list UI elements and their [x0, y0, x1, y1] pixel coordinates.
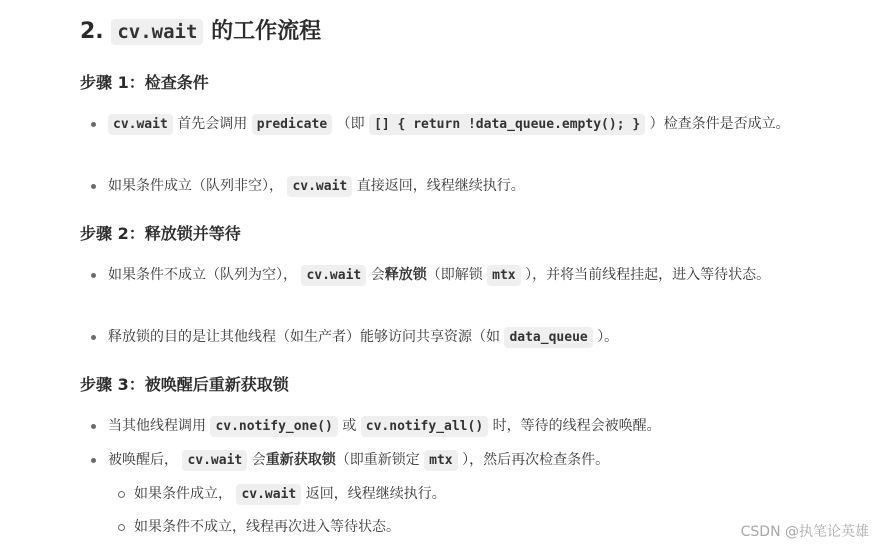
- list-item: [108, 109, 848, 140]
- bullet-icon: [91, 424, 96, 429]
- text: 如果条件成立，: [134, 486, 232, 502]
- bullet-icon: [91, 184, 96, 189]
- inline-code: mtx: [424, 450, 457, 471]
- list-item: [108, 411, 848, 442]
- inline-code: cv.notify_one(): [210, 416, 337, 437]
- bold-text: 重新获取锁: [265, 452, 336, 468]
- inline-code: cv.wait: [108, 114, 173, 135]
- text: （即: [336, 116, 365, 132]
- text: 释放锁的目的是让其他线程（如生产者）能够访问共享资源（如: [108, 329, 500, 345]
- text: 如果条件不成立（队列为空），: [108, 267, 297, 283]
- inline-code: cv.wait: [182, 450, 247, 471]
- inline-code: cv.wait: [236, 484, 301, 505]
- step3-title: 步骤 3：被唤醒后重新获取锁: [80, 375, 289, 394]
- text: 会: [251, 452, 266, 468]
- text: 会: [370, 267, 385, 283]
- text: （即重新锁定: [335, 452, 420, 468]
- bullet-icon: [91, 335, 96, 340]
- bold-text: 释放锁: [384, 267, 427, 283]
- text: 首先会调用: [177, 116, 248, 132]
- step1-title: 步骤 1：检查条件: [80, 73, 209, 92]
- list-item: [108, 445, 848, 476]
- text: 当其他线程调用: [108, 418, 206, 434]
- inline-code: mtx: [487, 265, 520, 286]
- text: ）检查条件是否成立。: [649, 116, 790, 132]
- text: 如果条件成立（队列非空），: [108, 178, 283, 194]
- section-heading: [80, 14, 321, 50]
- heading-code: cv.wait: [111, 19, 203, 45]
- bullet-icon: [91, 458, 96, 463]
- circle-bullet-icon: [118, 491, 125, 498]
- inline-code: cv.wait: [301, 265, 366, 286]
- inline-code: cv.notify_all(): [361, 416, 488, 437]
- heading-text: 的工作流程: [211, 19, 322, 44]
- heading-number: 2.: [80, 19, 104, 44]
- step2-title: 步骤 2：释放锁并等待: [80, 224, 241, 243]
- text: ），然后再次检查条件。: [462, 452, 610, 468]
- text: ）。: [597, 329, 619, 345]
- text: （即解锁: [426, 267, 483, 283]
- circle-bullet-icon: [118, 524, 125, 531]
- text: 时，等待的线程会被唤醒。: [492, 418, 661, 434]
- inline-code: [] { return !data_queue.empty(); }: [369, 114, 645, 135]
- list-item: [108, 260, 848, 291]
- text: ），并将当前线程挂起，进入等待状态。: [525, 267, 771, 283]
- text: 如果条件不成立，线程再次进入等待状态。: [134, 519, 400, 535]
- list-item: [108, 322, 848, 353]
- text: 直接返回，线程继续执行。: [356, 178, 525, 194]
- inline-code: predicate: [252, 114, 332, 135]
- list-item: [108, 171, 848, 202]
- text: 被唤醒后，: [108, 452, 178, 468]
- inline-code: data_queue: [504, 327, 592, 348]
- watermark: CSDN @执笔论英雄: [740, 524, 869, 540]
- inline-code: cv.wait: [287, 176, 352, 197]
- bullet-icon: [91, 273, 96, 278]
- bullet-icon: [91, 122, 96, 127]
- sub-list-item: [134, 479, 874, 510]
- text: 返回，线程继续执行。: [305, 486, 446, 502]
- text: 或: [342, 418, 357, 434]
